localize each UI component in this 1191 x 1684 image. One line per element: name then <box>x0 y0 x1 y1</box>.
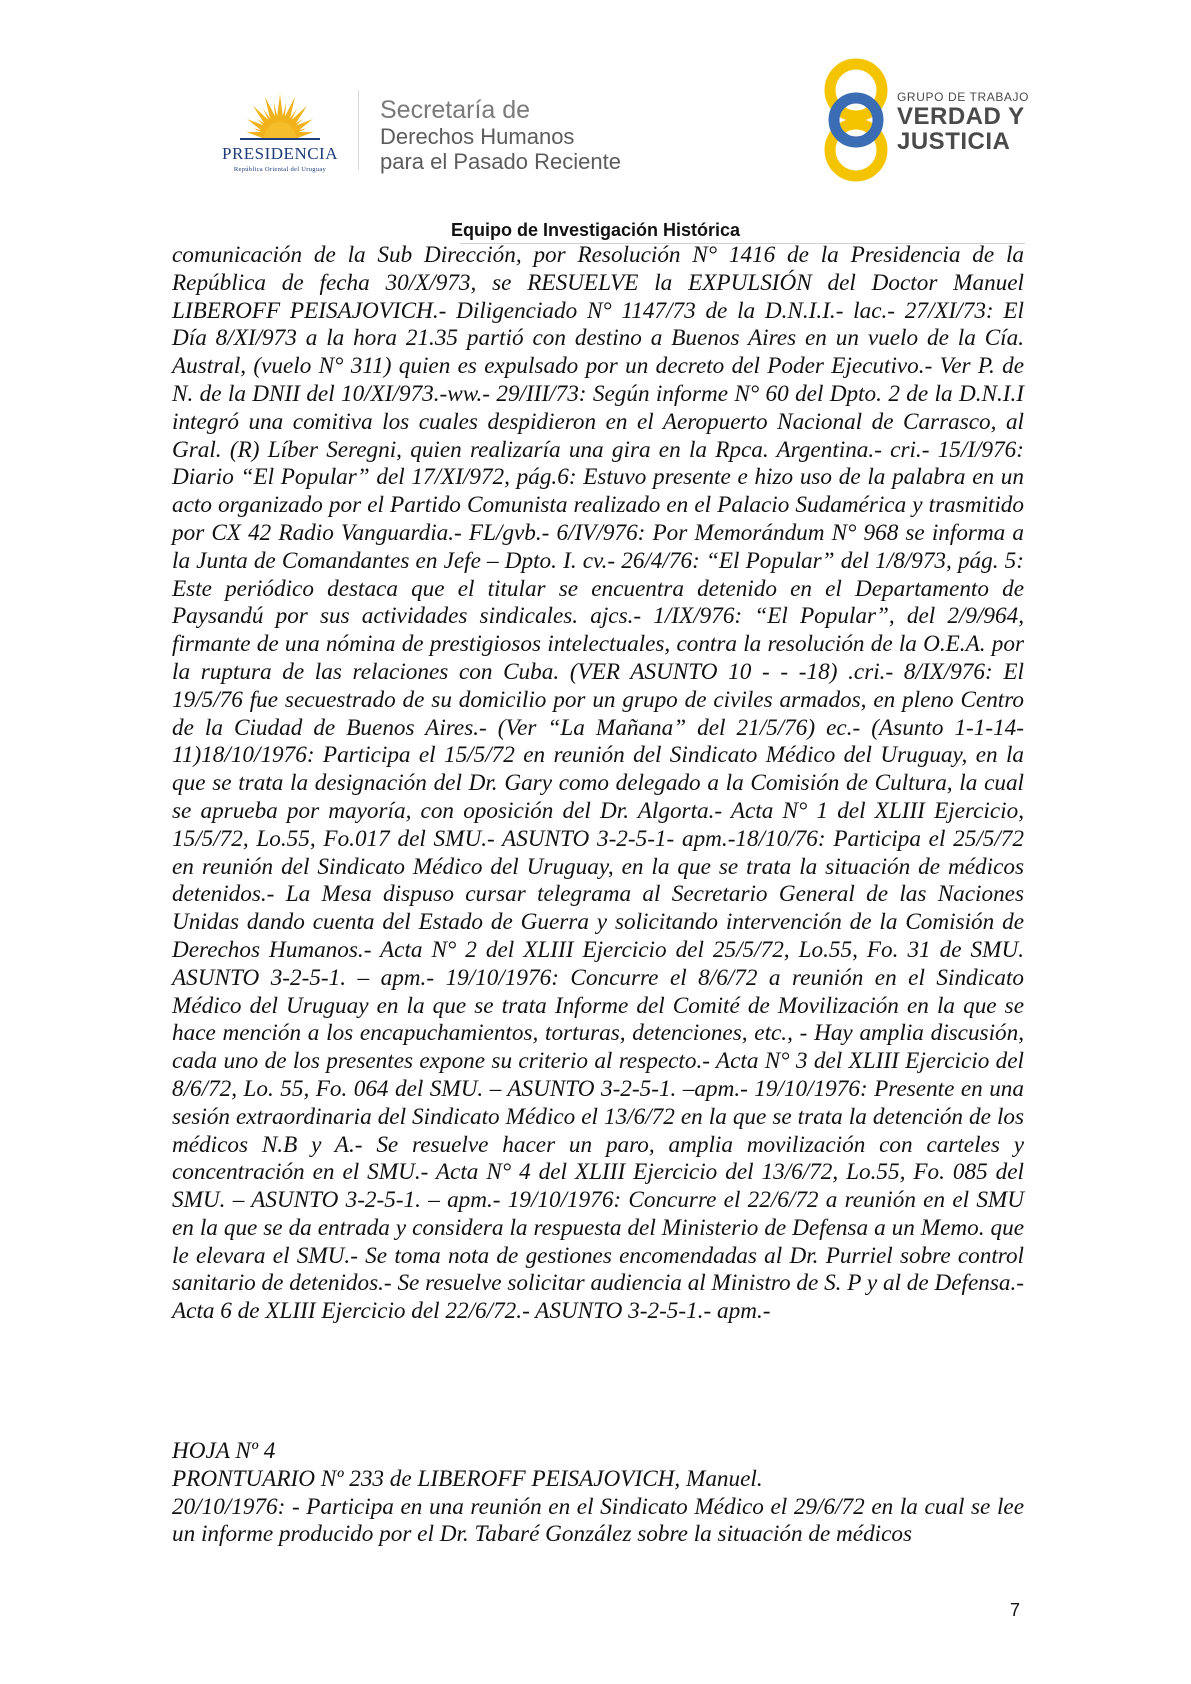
presidencia-logo <box>205 88 355 174</box>
verdad-label: VERDAD Y <box>897 103 1025 130</box>
linked-rings-icon <box>818 56 898 184</box>
secretaria-line-3: para el Pasado Reciente <box>380 149 621 174</box>
body-paragraph: comunicación de la Sub Dirección, por Resolución N° 1416 de la Presidencia de la República de fecha 30/X/973, se RESUELVE la EXPULSIÓN del Doctor Manuel LIBEROFF PEISAJOVICH.- Diligenciado N° 1147/73 de la D.N.I.I.- lac.- 27/XI/73: El Día 8/XI/973 a la hora 21.35 partió con destino a Buenos Aires en un vuelo de la Cía. Austral, (vuelo N° 311) quien es expulsado por un decreto del Poder Ejecutivo.- Ver P. de N. de la DNII del 10/XI/973.-ww.- 29/III/73: Según informe N° 60 del Dpto. 2 de la D.N.I.I integró una comitiva los cuales despidieron en el Aeropuerto Nacional de Carrasco, al Gral. (R) Líber Seregni, quien realizaría una gira en la Rpca. Argentina.- cri.- 15/I/976: Diario “El Popular” del 17/XI/972, pág.6: Estuvo presente e hizo uso de la palabra en un acto organizado por el Partido Comunista realizado en el Palacio Sudamérica y trasmitido por CX 42 Radio Vanguardia.- FL/gvb.- 6/IV/976: Por Memorándum N° 968 se informa a la Junta de Comandantes en Jefe – Dpto. I. cv.- 26/4/76: “El Popular” del 1/8/973, pág. 5: Este periódico destaca que el titular se encuentra detenido en el Departamento de Paysandú por sus actividades sindicales. ajcs.- 1/IX/976: “El Popular”, del 2/9/964, firmante de una nómina de prestigiosos intelectuales, contra la resolución de la O.E.A. por la ruptura de las relaciones con Cuba. (VER ASUNTO 10 - - -18) .cri.- 8/IX/976: El 19/5/76 fue secuestrado de su domicilio por un grupo de civiles armados, en pleno Centro de la Ciudad de Buenos Aires.- (Ver “La Mañana” del 21/5/76) ec.- (Asunto 1-1-14-11)18/10/1976: Participa el 15/5/72 en reunión del Sindicato Médico del Uruguay, en la que se trata la designación del Dr. Gary como delegado a la Comisión de Cultura, la cual se aprueba por mayoría, con oposición del Dr. Algorta.- Acta N° 1 del XLIII Ejercicio, 15/5/72, Lo.55, Fo.017 del SMU.- ASUNTO 3-2-5-1- apm.-18/10/76: Participa el 25/5/72 en reunión del Sindicato Médico del Uruguay, en la que se trata la situación de médicos detenidos.- La Mesa dispuso cursar telegrama al Secretario General de las Naciones Unidas dando cuenta del Estado de Guerra y solicitando intervención de la Comisión de Derechos Humanos.- Acta N° 2 del XLIII Ejercicio del 25/5/72, Lo.55, Fo. 31 de SMU. ASUNTO 3-2-5-1. – apm.- 19/10/1976: Concurre el 8/6/72 a reunión en el Sindicato Médico del Uruguay en la que se trata Informe del Comité de Movilización en la que se hace mención a los encapuchamientos, torturas, detenciones, etc., - Hay amplia discusión, cada uno de los presentes expone su criterio al respecto.- Acta N° 3 del XLIII Ejercicio del 8/6/72, Lo. 55, Fo. 064 del SMU. – ASUNTO 3-2-5-1. –apm.- 19/10/1976: Presente en una sesión extraordinaria del Sindicato Médico el 13/6/72 en la que se trata la detención de los médicos N.B y A.- Se resuelve hacer un paro, amplia movilización con carteles y concentración en el SMU.- Acta N° 4 del XLIII Ejercicio del 13/6/72, Lo.55, Fo. 085 del SMU. – ASUNTO 3-2-5-1. – apm.- 19/10/1976: Concurre el 22/6/72 a reunión en el SMU en la que se da entrada y considera la respuesta del Ministerio de Defensa a un Memo. que le elevara el SMU.- Se toma nota de gestiones encomendadas al Dr. Purriel sobre control sanitario de detenidos.- Se resuelve solicitar audiencia al Ministro de S. P y al de Defensa.- Acta 6 de XLIII Ejercicio del 22/6/72.- ASUNTO 3-2-5-1.- apm.- <box>172 242 1024 1325</box>
secretaria-logo-text <box>380 96 621 174</box>
sheet-heading: HOJA Nº 4 <box>172 1438 276 1464</box>
header-divider <box>358 90 359 170</box>
document-body <box>172 242 1024 1326</box>
sun-emblem-icon <box>205 88 355 148</box>
presidencia-subtitle: República Oriental del Uruguay <box>233 166 327 173</box>
team-title: Equipo de Investigación Histórica <box>450 220 741 240</box>
record-heading: PRONTUARIO Nº 233 de LIBEROFF PEISAJOVICH, Manuel. <box>172 1465 763 1492</box>
secretaria-line-2: Derechos Humanos <box>380 124 575 149</box>
last-paragraph: 20/10/1976: - Participa en una reunión en el Sindicato Médico el 29/6/72 en la cual se lee un informe producido por el Dr. Tabaré González sobre la situación de médicos <box>172 1493 1024 1548</box>
secretaria-line-1: Secretaría de <box>380 96 531 124</box>
grupo-label: GRUPO DE TRABAJO <box>897 90 1030 104</box>
page-number: 7 <box>1010 1600 1021 1620</box>
sheet-section <box>172 1438 1024 1549</box>
verdad-justicia-text <box>897 90 1029 154</box>
justicia-label: JUSTICIA <box>897 128 1011 155</box>
presidencia-title: PRESIDENCIA <box>221 144 338 163</box>
page-header <box>0 0 1191 240</box>
